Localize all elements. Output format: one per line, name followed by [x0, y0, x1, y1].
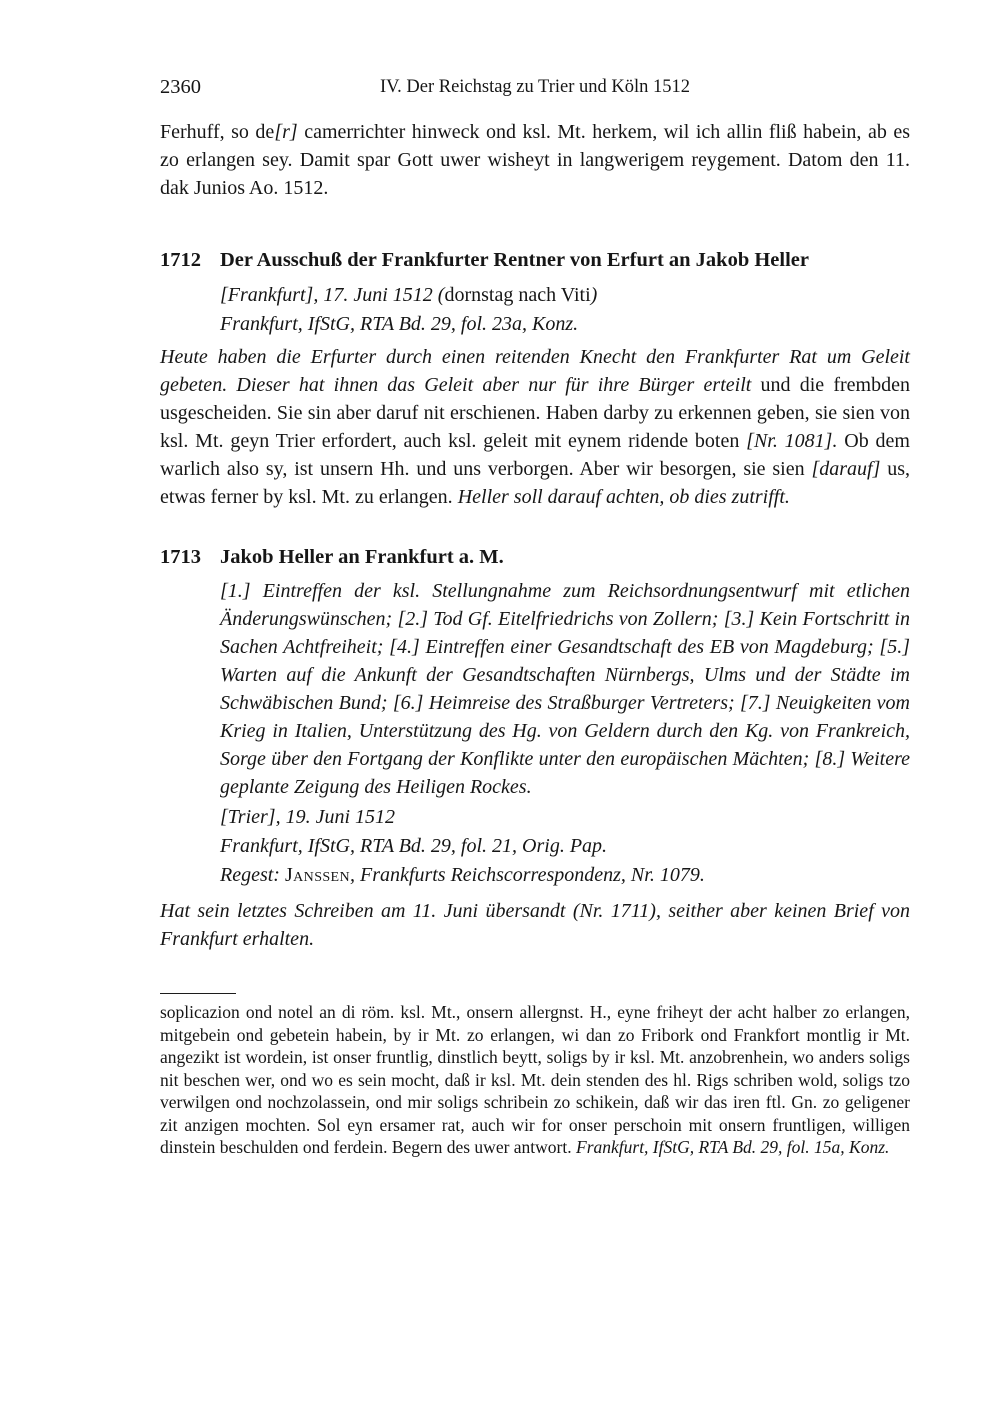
- entry-1712: [160, 246, 910, 511]
- regest-author: Janssen: [284, 864, 351, 886]
- page-header: [160, 74, 910, 100]
- intro-editorial-insertion: [r]: [274, 121, 298, 143]
- entry-1712-heading: [160, 246, 910, 274]
- entry-1713: [160, 543, 910, 953]
- summary-segment-quote: und die frembden usgescheiden. Sie sin aber daruf nit erschienen. Haben darby zu erkennen geben, sie sien von ksl. Mt. geyn Trier erfordert, auch ksl. geleit mit eynem ridende boten: [160, 374, 910, 452]
- entry-1712-number: 1712: [160, 249, 201, 271]
- entry-1712-date-line: [220, 281, 910, 309]
- intro-paragraph: [160, 118, 910, 202]
- entry-1713-regest-line: [220, 861, 910, 889]
- footnote-source: Frankfurt, IfStG, RTA Bd. 29, fol. 15a, Konz.: [576, 1137, 890, 1157]
- entry-1713-title: Jakob Heller an Frankfurt a. M.: [220, 546, 504, 568]
- summary-segment-quote: us, etwas ferner by ksl. Mt. zu erlangen.: [160, 458, 910, 508]
- summary-segment-reference: [Nr. 1081].: [746, 430, 845, 452]
- page-number: 2360: [160, 76, 201, 98]
- entry-1713-note: Hat sein letztes Schreiben am 11. Juni übersandt (Nr. 1711), seither aber keinen Brief von Frankfurt erhalten.: [160, 900, 910, 950]
- footnote-body: soplicazion ond notel an di röm. ksl. Mt., onsern allergnst. H., eyne friheyt der acht halber zo erlangen, mitgebein ond gebetein habein, by ir Mt. zo erlangen, wi dan zo Fribork ond Frankfort montlig ir Mt. angezikt ist wordein, ist onser fruntlig, dinstlich beytt, soligs by ir ksl. Mt. anzobrenhein, wo anders soligs nit beschen wer, ond wo es sein mocht, daß ir ksl. Mt. dein stenden des hl. Rigs schriben wold, soligs tzo verwilgen ond nochzolassein, ond mir soligs schribein zo schikein, daß wir das iren ftl. Gn. zo geligener zit anzigen mochten. Sol eyn ersamer rat, auch wir for onser perschoin mit onsern fruntligen, willigen dinstein beschulden ond ferdein. Begern des uwer antwort.: [160, 1002, 910, 1157]
- running-head: IV. Der Reichstag zu Trier und Köln 1512: [379, 77, 691, 97]
- entry-1713-heading: [160, 543, 910, 571]
- summary-segment-italic: Heller soll darauf achten, ob dies zutrifft.: [457, 486, 790, 508]
- summary-segment-insertion: [darauf]: [811, 458, 888, 480]
- footnote-block: [160, 993, 910, 1159]
- entry-1713-number: 1713: [160, 546, 201, 568]
- entry-1712-title: Der Ausschuß der Frankfurter Rentner von Erfurt an Jakob Heller: [220, 249, 809, 271]
- entry-1712-date-place: [Frankfurt], 17. Juni 1512 (: [220, 284, 445, 306]
- entry-1712-source-line: Frankfurt, IfStG, RTA Bd. 29, fol. 23a, Konz.: [220, 313, 579, 335]
- intro-text-end: camerrichter hinweck ond ksl. Mt. herkem, wil ich allin fliß habein, ab es zo erlangen sey. Damit spar Gott uwer wisheyt in langwerigem reygement. Datom den 11. dak Junios Ao. 1512.: [160, 121, 911, 199]
- entry-1713-summary: [1.] Eintreffen der ksl. Stellungnahme zum Reichsordnungsentwurf mit etlichen Änderungswünschen; [2.] Tod Gf. Eitelfriedrichs von Zollern; [3.] Kein Fortschritt in Sachen Achtfreiheit; [4.] Eintreffen einer Gesandtschaft des EB von Magdeburg; [5.] Warten auf die Ankunft der Gesandtschaften Nürnbergs, Ulms und der Städte im Schwäbischen Bund; [6.] Heimreise des Straßburger Vertreters; [7.] Neuigkeiten vom Krieg in Italien, Unterstützung des Hg. von Geldern durch den Kg. von Frankreich, Sorge über den Fortgang der Konflikte unter den europäischen Mächten; [8.] Weitere geplante Zeigung des Heiligen Rockes.: [220, 580, 910, 798]
- entry-1712-date-feast: dornstag nach Viti: [444, 284, 591, 306]
- footnote-separator-rule: [160, 993, 236, 994]
- entry-1712-date-close: ): [590, 284, 598, 306]
- intro-text-start: Ferhuff, so de: [160, 121, 275, 143]
- summary-segment-italic: Heute haben die Erfurter durch einen reitenden Knecht den Frankfurter Rat um Geleit gebeten. Dieser hat ihnen das Geleit aber nur für ihre Bürger erteilt: [160, 346, 910, 396]
- regest-citation: , Frankfurts Reichscorrespondenz, Nr. 1079.: [350, 864, 705, 886]
- footnote-text: [160, 1001, 910, 1159]
- regest-label: Regest:: [220, 864, 285, 886]
- entry-1713-date-line: [Trier], 19. Juni 1512: [220, 806, 396, 828]
- entry-1712-summary: [160, 343, 910, 511]
- entry-1713-source-line: Frankfurt, IfStG, RTA Bd. 29, fol. 21, Orig. Pap.: [220, 835, 608, 857]
- summary-segment-quote: Ob dem warlich also sy, ist unsern Hh. und uns verborgen. Aber wir besorgen, sie sien: [160, 430, 910, 480]
